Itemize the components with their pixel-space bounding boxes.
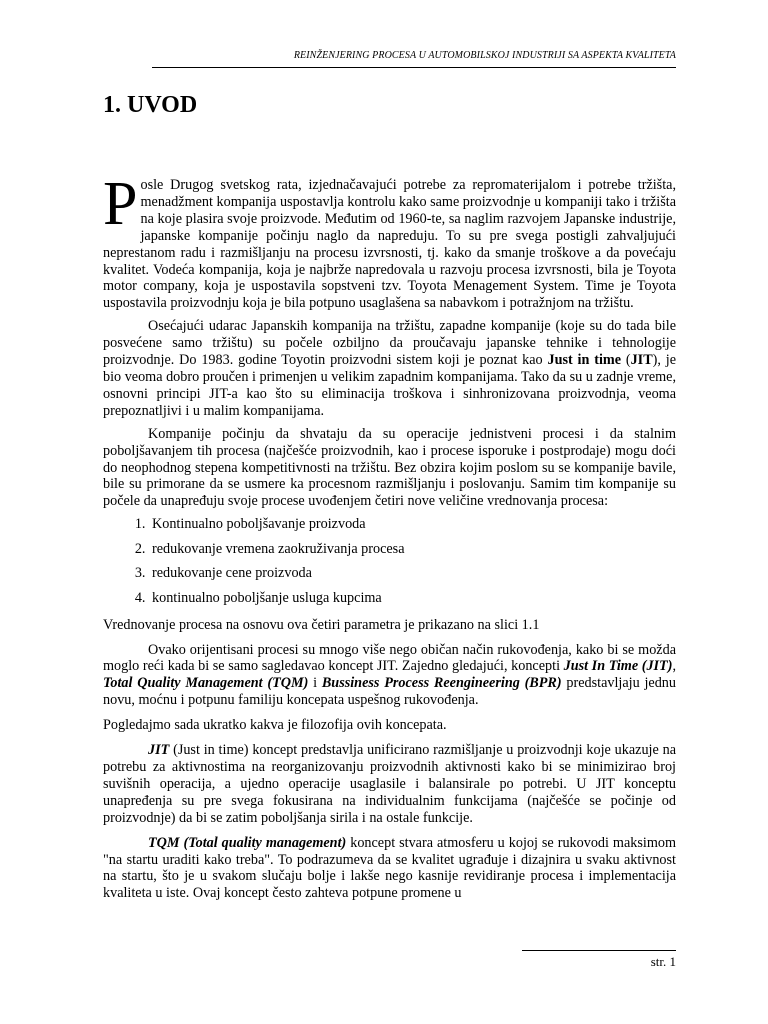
list-item: 3. redukovanje cene proizvoda [149,565,676,582]
page-number: str. 1 [650,954,676,969]
paragraph-figure-ref: Vrednovanje procesa na osnovu ova četiri parametra je prikazano na slici 1.1 [103,616,540,633]
paragraph-process-thinking: Kompanije počinju da shvataju da su operacije jednistveni procesi i da stalnim poboljšavanjem tih procesa (najčešće proizvodnih, kao i procese isporuke i postprodaje) mogu doći do neophodnog stepena kompetitivnosti na tržištu. Bez obzira kojim poslom su se kompanije bavile, bile su primorane da se usmere ka procesnom razmišljanju i poslovanju. Samim tim kompanije su počele da unapređuju svoje procese uvođenjem četiri nove veličine vrednovanja procesa: [103,425,676,510]
term-bpr-full: Bussiness Process Reengineering (BPR) [321,675,562,692]
paragraph-jit: JIT (Just in time) koncept predstavlja unificirano razmišljanje u proizvodnji koje ukazuje na potrebu za aktivnostima na reorganizovanju proizvodnih aktivnosti kako bi se minimizirao broj suvišnih operacija, a ujedno operacije usaglasile i balansirale po potrebi. U JIT konceptu unapređenja su pre svega fokusirana na individualnim funkcijama (najčešće se počinje od proizvodnje) da bi se zatim poboljšanja sirila i na ostale funkcije. [103,742,676,826]
term-just-in-time: Just in time [547,352,621,369]
paragraph-jit-adoption: Osećajući udarac Japanskih kompanija na tržištu, zapadne kompanije (koje su do tada bile posvećene samo tržištu) su počele ozbiljno da proučavaju japanske tehnike i tehnologije proizvodnje. Do 1983. godine Toyotin proizvodni sistem koji je poznat kao Just in time (JIT), je bio veoma dobro proučen i primenjen u velikim zapadnim kompanijama. Tako da su u zadnje vreme, osnovni principi JIT-a kao što su eliminacija troškova i sinhronizovana proizvodnja, veoma prepoznatljivi i u malim kompanijama. [103,318,677,419]
term-tqm-full: Total Quality Management (TQM) [103,675,309,692]
paragraph-intro-text: osle Drugog svetskog rata, izjednačavajući potrebe za repromaterijalom i potrebe tržišta, menadžment kompanija uspostavlja kontrolu kako same proizvodnje u kompaniji tako i tržišta na koje plasira svoje proizvode. Međutim od 1960-te, sa naglim razvojem Japanske industrije, japanske kompanije počinju naglo da napreduju. To su pre svega postigli zahvaljujući neprestanom radu i razmišljanju na procesu izvrsnosti, tj. kako da smanje troškove a da povećaju kvalitet. Vodeća kompanija, koja je najbrže napredovala u razvoju procesa izvrsnosti, bila je Toyota motor company, koja je uspostavila sopstveni tzv. Toyota Menagement System. Time je Toyota uspostavila proizvodnju koja je bila potpuno usaglašena sa nabavkom i potražnjom na tržištu. [103,177,676,312]
footer-divider [522,950,676,951]
document-body [103,170,677,908]
term-jit-short: JIT [148,742,170,759]
paragraph-intro [103,170,676,312]
term-jit: JIT [630,352,653,369]
paragraph-tqm: TQM (Total quality management) koncept stvara atmosferu u kojoj se rukovodi maksimom "na startu uraditi kako treba". To podrazumeva da se kvalitet ugrađuje i dizajnira u svaku aktivnost na startu, što je u svakom slučaju bolje i lakše nego kasnije revidiranje procesa i implementacija kvaliteta u iste. Ovaj koncept često zahteva potpune promene u [103,834,676,902]
drop-cap: P [103,170,138,238]
list-item: 2. redukovanje vremena zaokruživanja procesa [149,541,676,558]
running-header: REINŽENJERING PROCESA U AUTOMOBILSKOJ INDUSTRIJI SA ASPEKTA KVALITETA [152,50,676,68]
paragraph-overview: Pogledajmo sada ukratko kakva je filozofija ovih koncepata. [103,717,447,734]
list-item: 4. kontinualno poboljšanje usluga kupcima [149,590,676,607]
paragraph-concepts: Ovako orijentisani procesi su mnogo više nego običan način rukovođenja, kako bi se možda moglo reći kada bi se samo sagledavao koncept JIT. Zajedno gledajući, koncepti Just In Time (JIT), Total Quality Management (TQM) i Bussiness Process Reengineering (BPR) predstavljaju jednu novu, moćnu i potpunu familiju koncepata uspešnog rukovođenja. [103,641,676,709]
list-item: 1. Kontinualno poboljšavanje proizvoda [149,516,676,533]
term-jit-full: Just In Time (JIT) [563,658,673,675]
term-tqm: TQM (Total quality management) [148,834,347,851]
chapter-title: 1. UVOD [103,92,198,118]
process-criteria-list [103,516,676,606]
